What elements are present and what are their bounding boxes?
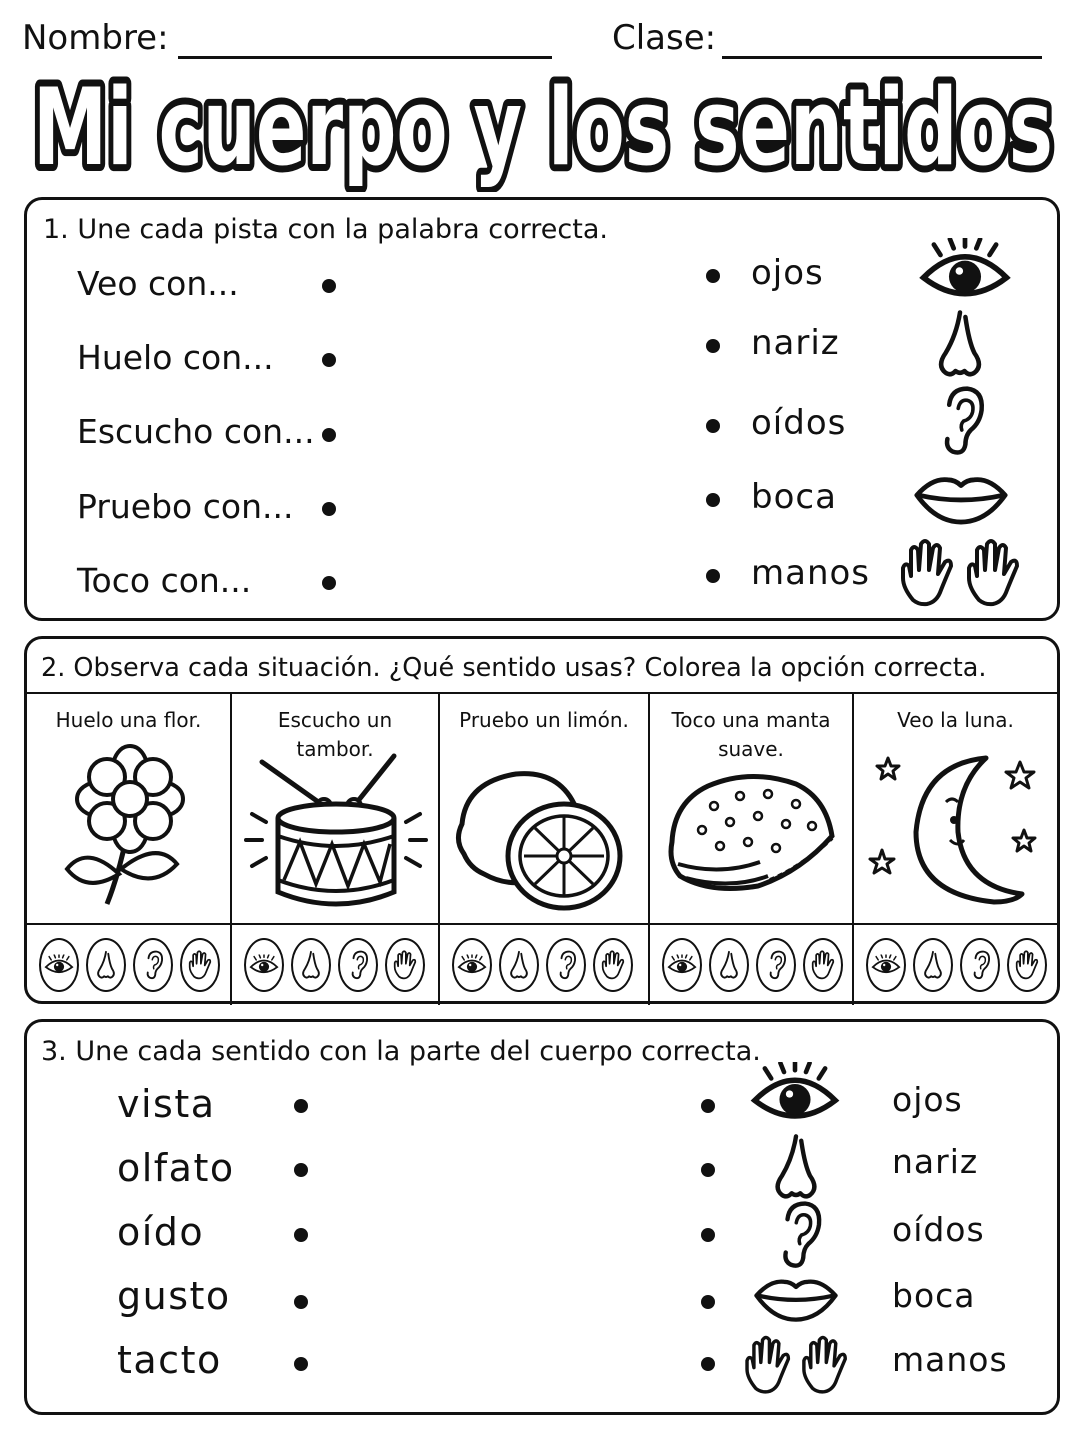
sense-options — [854, 923, 1057, 1005]
option-nose[interactable] — [913, 938, 953, 992]
situation-cell — [27, 694, 232, 1005]
situation-grid — [27, 692, 1057, 1003]
option-nose[interactable] — [709, 938, 749, 992]
sense-dot[interactable] — [294, 1357, 308, 1371]
answer-dot[interactable] — [706, 569, 720, 583]
option-nose[interactable] — [499, 938, 539, 992]
part-dot[interactable] — [701, 1357, 715, 1371]
title-text: Mi cuerpo y los sentidos — [33, 72, 1053, 189]
option-nose[interactable] — [86, 938, 126, 992]
hands-icon — [895, 538, 1027, 608]
hand-icon — [185, 950, 215, 980]
ear-icon — [771, 1200, 825, 1270]
sense-dot[interactable] — [294, 1295, 308, 1309]
clue-5: Toco con... — [77, 561, 252, 600]
option-nose[interactable] — [291, 938, 331, 992]
hand-icon — [808, 950, 838, 980]
sense-dot[interactable] — [294, 1099, 308, 1113]
eye-icon — [667, 950, 697, 980]
option-eye[interactable] — [39, 938, 79, 992]
name-line[interactable] — [178, 56, 552, 59]
ear-icon — [761, 950, 791, 980]
part-word: nariz — [892, 1142, 979, 1181]
ear-icon — [138, 950, 168, 980]
situation-caption: Huelo una flor. — [55, 708, 202, 732]
answer-word: ojos — [751, 253, 824, 293]
page-title — [18, 72, 1068, 192]
eye-icon — [871, 950, 901, 980]
option-hand[interactable] — [803, 938, 843, 992]
clue-dot[interactable] — [322, 279, 336, 293]
part-word: ojos — [892, 1080, 963, 1119]
sense-options — [27, 923, 230, 1005]
lips-icon — [913, 472, 1009, 526]
hand-icon — [598, 950, 628, 980]
situation-cell — [650, 694, 854, 1005]
option-ear[interactable] — [546, 938, 586, 992]
ear-icon — [965, 950, 995, 980]
nose-icon — [769, 1132, 823, 1202]
situation-caption: Escucho un tambor. — [277, 708, 393, 761]
sense-word: oído — [117, 1210, 205, 1254]
moon-icon — [854, 744, 1057, 922]
nose-icon — [504, 950, 534, 980]
part-word: manos — [892, 1340, 1008, 1379]
ear-icon — [932, 385, 988, 457]
sense-word: gusto — [117, 1274, 231, 1318]
eye-icon — [44, 950, 74, 980]
lips-icon — [753, 1274, 839, 1324]
eye-icon — [249, 950, 279, 980]
hands-icon — [741, 1334, 853, 1396]
nose-icon — [296, 950, 326, 980]
option-hand[interactable] — [385, 938, 425, 992]
option-eye[interactable] — [244, 938, 284, 992]
sense-dot[interactable] — [294, 1228, 308, 1242]
clue-dot[interactable] — [322, 502, 336, 516]
part-word: boca — [892, 1276, 976, 1315]
section-3-title: 3. Une cada sentido con la parte del cuerpo correcta. — [41, 1036, 761, 1067]
clue-3: Escucho con... — [77, 412, 315, 451]
clue-dot[interactable] — [322, 576, 336, 590]
sense-dot[interactable] — [294, 1163, 308, 1177]
part-dot[interactable] — [701, 1295, 715, 1309]
ear-icon — [343, 950, 373, 980]
answer-word: nariz — [751, 323, 840, 363]
nose-icon — [932, 308, 988, 380]
hand-icon — [1012, 950, 1042, 980]
answer-dot[interactable] — [706, 493, 720, 507]
clue-1: Veo con... — [77, 264, 239, 303]
section-2 — [24, 636, 1060, 1004]
flower-icon — [27, 744, 232, 922]
sense-word: vista — [117, 1082, 216, 1126]
option-hand[interactable] — [1007, 938, 1047, 992]
situation-caption: Veo la luna. — [897, 708, 1014, 732]
sense-word: olfato — [117, 1146, 235, 1190]
answer-word: manos — [751, 553, 871, 593]
option-ear[interactable] — [133, 938, 173, 992]
lemon-icon — [440, 744, 650, 922]
option-ear[interactable] — [338, 938, 378, 992]
class-line[interactable] — [722, 56, 1042, 59]
part-dot[interactable] — [701, 1228, 715, 1242]
class-label: Clase: — [612, 18, 717, 58]
option-hand[interactable] — [593, 938, 633, 992]
sense-options — [650, 923, 852, 1005]
sense-word: tacto — [117, 1338, 222, 1382]
section-2-title: 2. Observa cada situación. ¿Qué sentido usas? Colorea la opción correcta. — [41, 653, 987, 683]
section-1 — [24, 197, 1060, 621]
hand-icon — [390, 950, 420, 980]
part-dot[interactable] — [701, 1099, 715, 1113]
answer-dot[interactable] — [706, 419, 720, 433]
answer-word: boca — [751, 477, 837, 517]
blanket-icon — [650, 744, 854, 922]
clue-2: Huelo con... — [77, 338, 274, 377]
answer-dot[interactable] — [706, 269, 720, 283]
eye-icon — [457, 950, 487, 980]
ear-icon — [551, 950, 581, 980]
option-eye[interactable] — [452, 938, 492, 992]
drum-icon — [232, 744, 440, 922]
eye-icon — [749, 1062, 841, 1126]
name-label: Nombre: — [22, 18, 169, 58]
nose-icon — [918, 950, 948, 980]
answer-word: oídos — [751, 403, 847, 443]
option-ear[interactable] — [756, 938, 796, 992]
situation-caption: Pruebo un limón. — [459, 708, 629, 732]
section-3 — [24, 1019, 1060, 1415]
part-word: oídos — [892, 1210, 985, 1249]
option-eye[interactable] — [866, 938, 906, 992]
nose-icon — [714, 950, 744, 980]
situation-caption: Toco una manta suave. — [671, 708, 831, 761]
eye-icon — [917, 238, 1013, 304]
situation-cell — [854, 694, 1057, 1005]
situation-cell — [440, 694, 650, 1005]
clue-dot[interactable] — [322, 353, 336, 367]
sense-options — [440, 923, 648, 1005]
option-hand[interactable] — [180, 938, 220, 992]
situation-cell — [232, 694, 440, 1005]
nose-icon — [91, 950, 121, 980]
clue-dot[interactable] — [322, 428, 336, 442]
answer-dot[interactable] — [706, 339, 720, 353]
sense-options — [232, 923, 438, 1005]
option-eye[interactable] — [662, 938, 702, 992]
option-ear[interactable] — [960, 938, 1000, 992]
clue-4: Pruebo con... — [77, 487, 294, 526]
part-dot[interactable] — [701, 1163, 715, 1177]
section-1-title: 1. Une cada pista con la palabra correcta. — [43, 214, 608, 245]
